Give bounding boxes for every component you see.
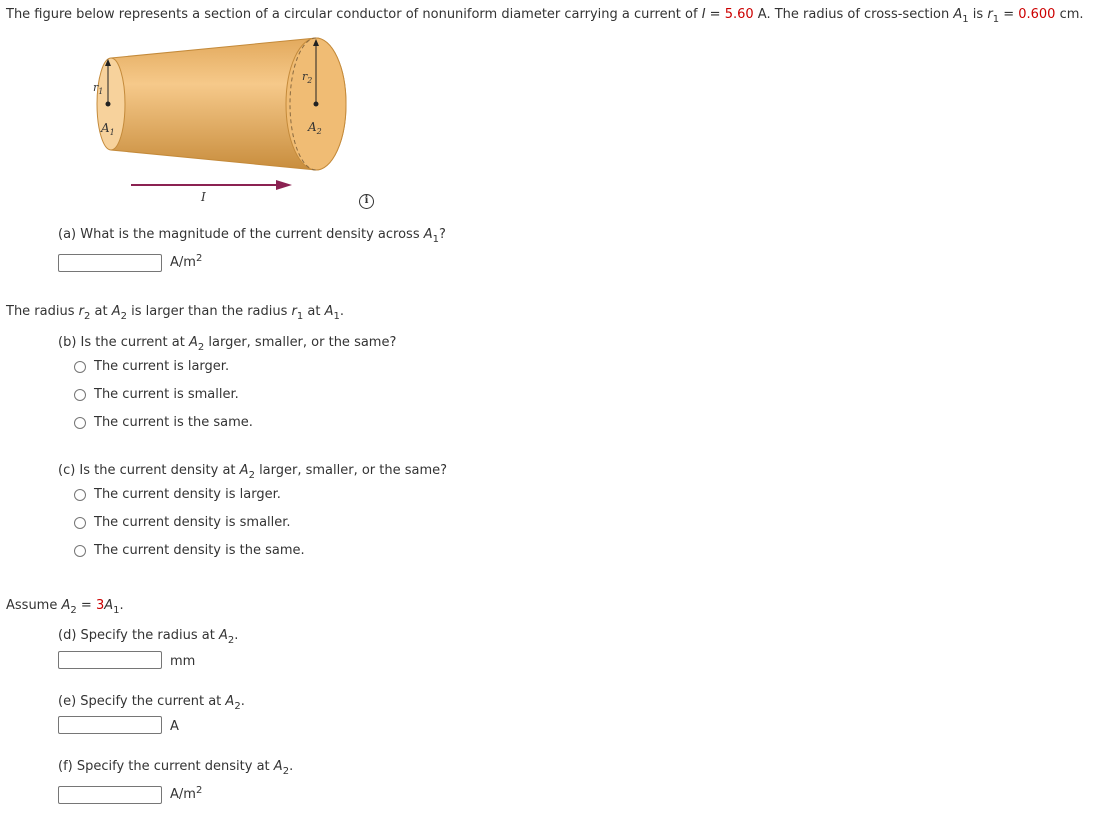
current-label: I	[201, 190, 206, 204]
statement-end: .	[339, 304, 344, 319]
intro-text-2: A. The radius of cross-section	[753, 7, 954, 22]
statement-text: The radius	[6, 304, 79, 319]
statement-text: at	[90, 304, 112, 319]
subscript: 1	[296, 311, 304, 322]
option-c-smaller[interactable]	[74, 515, 291, 530]
option-b-smaller[interactable]	[74, 387, 239, 402]
subscript: 1	[992, 14, 1000, 25]
radius-symbol: r	[78, 304, 84, 319]
statement-text: Assume	[6, 598, 62, 613]
subscript: 2	[248, 470, 255, 481]
current-arrowhead	[276, 180, 292, 190]
option-b-larger[interactable]	[74, 359, 229, 374]
subscript: 2	[227, 635, 235, 646]
answer-d-input[interactable]	[58, 651, 162, 669]
r1-center-dot	[106, 102, 111, 107]
area-symbol: A	[188, 335, 198, 350]
area-symbol: A	[225, 694, 235, 709]
option-label: The current is smaller.	[94, 387, 239, 402]
problem-intro	[6, 7, 1084, 25]
area-symbol: A	[423, 227, 433, 242]
intro-text-3: is	[968, 7, 988, 22]
unit-text: A/m	[170, 787, 196, 802]
part-f-question	[58, 759, 294, 777]
subscript: 2	[84, 311, 91, 322]
option-label: The current density is smaller.	[94, 515, 291, 530]
conductor-figure	[80, 33, 440, 208]
radius-value: 0.600	[1018, 7, 1056, 22]
equals: =	[76, 598, 96, 613]
radius-unit: cm.	[1055, 7, 1084, 22]
option-label: The current is the same.	[94, 415, 253, 430]
option-b-same[interactable]	[74, 415, 253, 430]
statement-assume	[6, 598, 124, 616]
option-c-larger[interactable]	[74, 487, 281, 502]
subscript: 2	[282, 766, 290, 777]
area-symbol: A	[111, 304, 121, 319]
part-e-question	[58, 694, 245, 712]
r2-label: $r_2$	[302, 70, 313, 85]
question-text: (c) Is the current density at	[58, 463, 240, 478]
current-value: 5.60	[724, 7, 754, 22]
info-icon[interactable]: i	[359, 194, 374, 209]
radio-button[interactable]	[74, 417, 86, 429]
radius-symbol: r	[987, 7, 993, 22]
statement-text: is larger than the radius	[126, 304, 292, 319]
answer-a-input[interactable]	[58, 254, 162, 272]
question-end: .	[289, 759, 294, 774]
unit-text: A/m	[170, 255, 196, 270]
area-symbol: A	[273, 759, 283, 774]
radio-button[interactable]	[74, 389, 86, 401]
radio-button[interactable]	[74, 489, 86, 501]
intro-text: The figure below represents a section of a circular conductor of nonuniform diameter carrying a current of	[6, 7, 702, 22]
radio-button[interactable]	[74, 545, 86, 557]
option-c-same[interactable]	[74, 543, 305, 558]
current-symbol: I	[701, 7, 706, 22]
area-symbol: A	[104, 598, 114, 613]
subscript: 2	[120, 311, 127, 322]
subscript: 1	[432, 234, 440, 245]
unit-exponent: 2	[195, 253, 203, 264]
option-label: The current density is larger.	[94, 487, 281, 502]
subscript: 2	[234, 701, 241, 712]
r1-label: $r_1$	[93, 81, 104, 96]
A1-label: $A_1$	[101, 121, 115, 137]
radio-button[interactable]	[74, 361, 86, 373]
answer-d-unit: mm	[170, 654, 196, 669]
question-text: (d) Specify the radius at	[58, 628, 219, 643]
question-end: .	[240, 694, 245, 709]
question-text: (a) What is the magnitude of the current density across	[58, 227, 424, 242]
radius-symbol: r	[291, 304, 297, 319]
area-symbol: A	[218, 628, 228, 643]
r2-center-dot	[314, 102, 319, 107]
equals: =	[705, 7, 725, 22]
subscript: 2	[197, 342, 205, 353]
radio-button[interactable]	[74, 517, 86, 529]
area-symbol: A	[239, 463, 249, 478]
factor-value: 3	[95, 598, 105, 613]
equals: =	[999, 7, 1019, 22]
answer-f-input[interactable]	[58, 786, 162, 804]
area-symbol: A	[61, 598, 71, 613]
answer-a-unit	[170, 255, 202, 270]
question-end: .	[234, 628, 239, 643]
part-d-question	[58, 628, 239, 646]
area-symbol: A	[953, 7, 963, 22]
answer-e-input[interactable]	[58, 716, 162, 734]
question-text: (b) Is the current at	[58, 335, 189, 350]
statement-end: .	[119, 598, 124, 613]
question-text: (e) Specify the current at	[58, 694, 226, 709]
part-b-question	[58, 335, 397, 353]
subscript: 1	[333, 311, 340, 322]
subscript: 2	[70, 605, 77, 616]
question-end: ?	[439, 227, 446, 242]
statement-text: at	[303, 304, 325, 319]
subscript: 1	[113, 605, 120, 616]
statement-radius	[6, 304, 344, 322]
part-a-question	[58, 227, 446, 245]
question-end: larger, smaller, or the same?	[204, 335, 397, 350]
part-c-question	[58, 463, 448, 481]
option-label: The current density is the same.	[94, 543, 305, 558]
answer-e-unit: A	[170, 719, 179, 734]
question-end: larger, smaller, or the same?	[254, 463, 448, 478]
area-symbol: A	[324, 304, 334, 319]
option-label: The current is larger.	[94, 359, 230, 374]
subscript: 1	[962, 14, 969, 25]
A2-label: $A_2$	[308, 120, 322, 136]
question-text: (f) Specify the current density at	[58, 759, 274, 774]
answer-f-unit	[170, 787, 202, 802]
unit-exponent: 2	[195, 785, 203, 796]
